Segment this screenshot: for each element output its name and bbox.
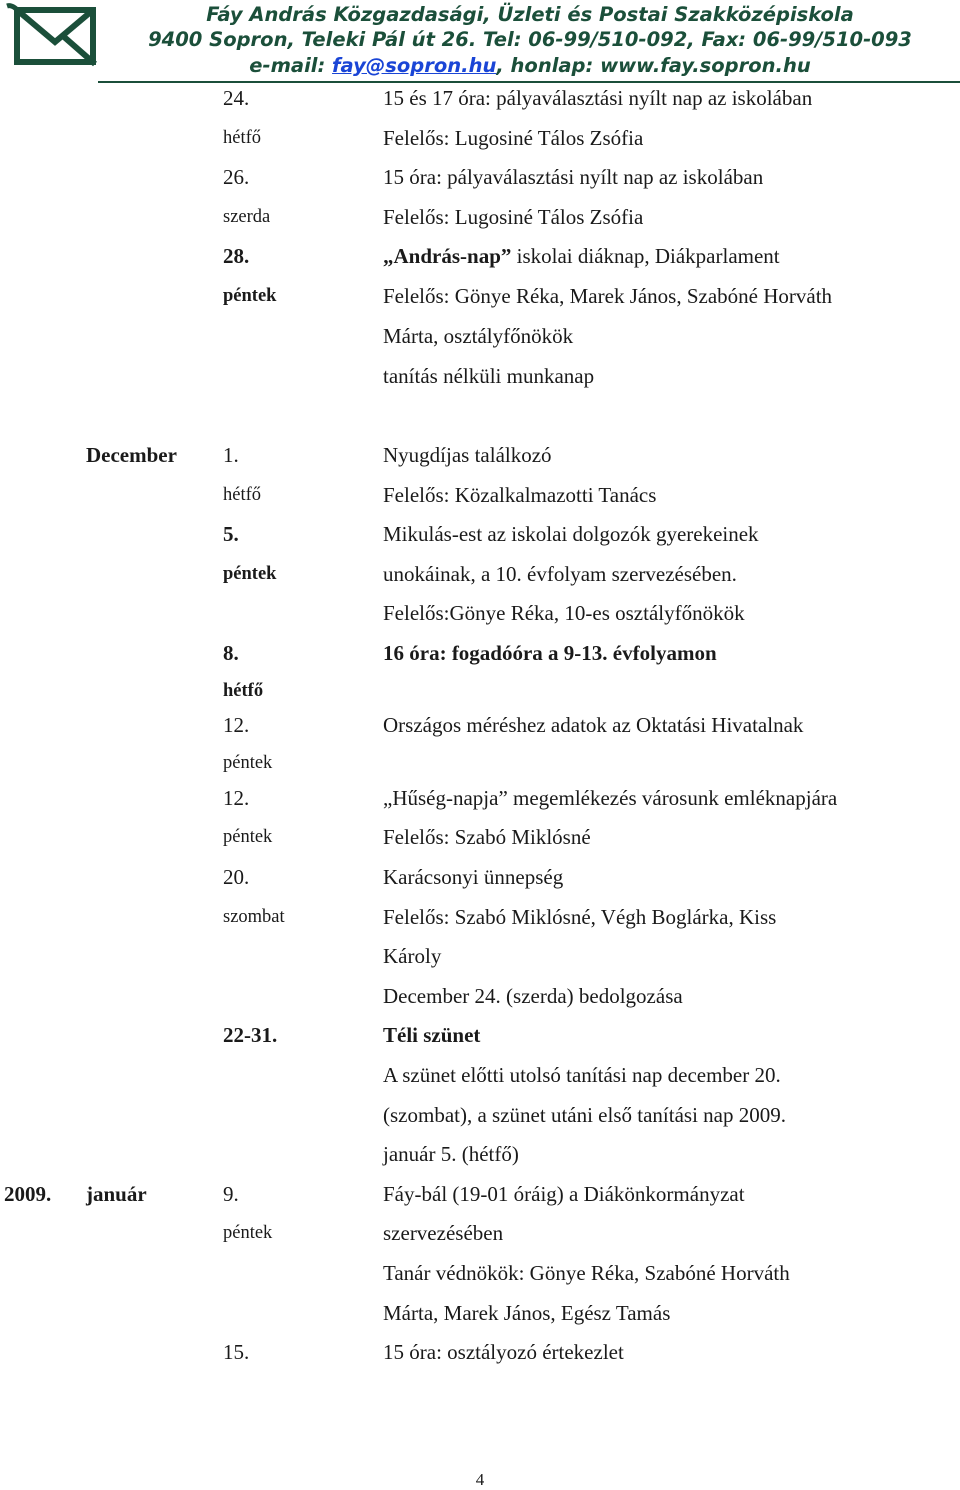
- row-text: Felelős: Szabó Miklósné: [383, 825, 591, 849]
- row-text: Felelős: Lugosiné Tálos Zsófia: [383, 205, 644, 229]
- row-day: hétfő: [223, 128, 262, 148]
- event-name: „András-nap”: [383, 244, 512, 268]
- row-day: péntek: [223, 1223, 273, 1243]
- row-text: Mikulás-est az iskolai dolgozók gyerekeinek: [383, 522, 759, 546]
- row-text: Nyugdíjas találkozó: [383, 443, 552, 467]
- row-date: 20.: [223, 865, 250, 889]
- website: honlap: www.fay.sopron.hu: [510, 54, 811, 77]
- row-day: szombat: [223, 907, 285, 927]
- row-text: Károly: [383, 944, 442, 968]
- row-date: 26.: [223, 165, 250, 189]
- row-date: 12.: [223, 713, 250, 737]
- row-day: péntek: [223, 753, 273, 773]
- row-date: 9.: [223, 1182, 239, 1206]
- row-date: 1.: [223, 443, 239, 467]
- row-text: Fáy-bál (19-01 óráig) a Diákönkormányzat: [383, 1182, 745, 1206]
- event-desc: iskolai diáknap, Diákparlament: [511, 244, 780, 268]
- page-number: 4: [475, 1470, 485, 1489]
- row-text: Felelős: Gönye Réka, Marek János, Szabóné Horváth: [383, 284, 833, 308]
- row-day: szerda: [223, 207, 271, 227]
- email-label: e-mail:: [249, 54, 333, 77]
- row-text: Márta, osztályfőnökök: [383, 324, 574, 348]
- row-text: [383, 244, 780, 268]
- row-date: 8.: [223, 641, 239, 665]
- month-label: január: [86, 1182, 147, 1206]
- row-text: Tanár védnökök: Gönye Réka, Szabóné Horváth: [383, 1261, 790, 1285]
- row-day: péntek: [223, 564, 277, 584]
- row-day: hétfő: [223, 485, 262, 505]
- school-name: Fáy András Közgazdasági, Üzleti és Postai Szakközépiskola: [206, 3, 854, 26]
- row-text: Márta, Marek János, Egész Tamás: [383, 1301, 671, 1325]
- row-date: 24.: [223, 86, 250, 110]
- row-text: Karácsonyi ünnepség: [383, 865, 564, 889]
- row-text: 16 óra: fogadóóra a 9-13. évfolyamon: [383, 641, 717, 665]
- school-address: 9400 Sopron, Teleki Pál út 26. Tel: 06-99/510-092, Fax: 06-99/510-093: [148, 28, 912, 51]
- row-text: tanítás nélküli munkanap: [383, 364, 595, 388]
- email-link[interactable]: fay@sopron.hu: [332, 54, 497, 77]
- row-text: Téli szünet: [383, 1023, 481, 1047]
- row-text: szervezésében: [383, 1221, 504, 1245]
- year-label: 2009.: [4, 1182, 52, 1206]
- row-text: 15 és 17 óra: pályaválasztási nyílt nap az iskolában: [383, 86, 813, 110]
- row-text: Felelős: Közalkalmazotti Tanács: [383, 483, 657, 507]
- row-text: December 24. (szerda) bedolgozása: [383, 984, 683, 1008]
- school-logo-icon: [3, 2, 99, 68]
- row-text: „Hűség-napja” megemlékezés városunk emléknapjára: [383, 786, 838, 810]
- month-label: December: [86, 443, 177, 467]
- school-contacts: [110, 56, 950, 76]
- row-date: 5.: [223, 522, 239, 546]
- row-day: péntek: [223, 827, 273, 847]
- row-text: Felelős: Lugosiné Tálos Zsófia: [383, 126, 644, 150]
- letterhead: [0, 0, 960, 84]
- row-date: 22-31.: [223, 1023, 278, 1047]
- row-text: 15 óra: pályaválasztási nyílt nap az iskolában: [383, 165, 764, 189]
- header-rule: [98, 81, 960, 83]
- row-text: unokáinak, a 10. évfolyam szervezésében.: [383, 562, 737, 586]
- row-date: 15.: [223, 1340, 250, 1364]
- row-text: Országos méréshez adatok az Oktatási Hivatalnak: [383, 713, 804, 737]
- row-day: péntek: [223, 286, 277, 306]
- row-text: A szünet előtti utolsó tanítási nap december 20.: [383, 1063, 781, 1087]
- row-text: 15 óra: osztályozó értekezlet: [383, 1340, 624, 1364]
- row-text: Felelős:Gönye Réka, 10-es osztályfőnökök: [383, 601, 745, 625]
- row-date: 28.: [223, 244, 250, 268]
- row-text: január 5. (hétfő): [383, 1142, 519, 1166]
- row-text: (szombat), a szünet utáni első tanítási nap 2009.: [383, 1103, 786, 1127]
- separator: ,: [496, 54, 511, 77]
- row-date: 12.: [223, 786, 250, 810]
- row-text: Felelős: Szabó Miklósné, Végh Boglárka, Kiss: [383, 905, 777, 929]
- row-day: hétfő: [223, 681, 264, 701]
